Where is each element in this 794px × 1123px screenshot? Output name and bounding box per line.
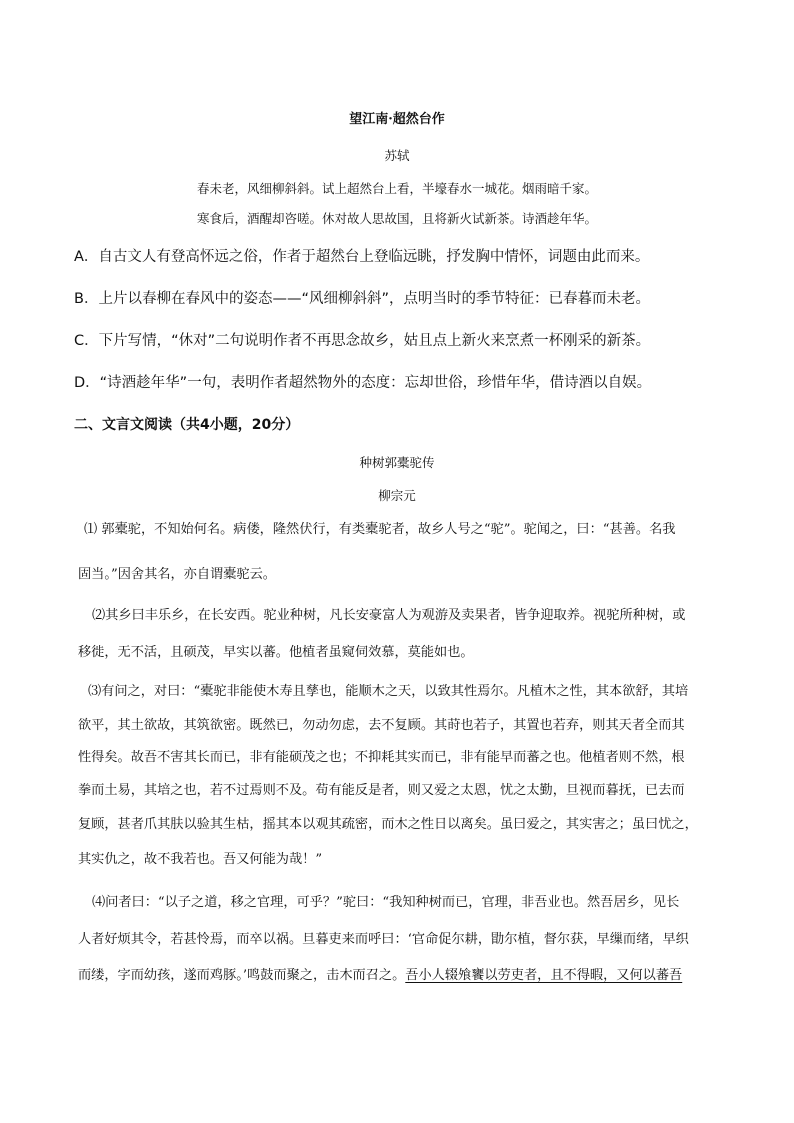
underlined-sentence: 吾小人辍飧饔以劳吏者，且不得暇，又何以蕃吾 [405, 968, 683, 983]
para4-line: ⑷问者曰：“以子之道，移之官理，可乎？”驼曰：“我知种树而已，官理，非吾业也。然吾居乡，见长 [92, 895, 680, 910]
para3-line: 欲平，其土欲故，其筑欲密。既然已，勿动勿虑，去不复顾。其莳也若子，其置也若弃，则其天者全而其 [78, 718, 685, 733]
para1-line: ⑴ 郭橐驼，不知始何名。病偻，隆然伏行，有类橐驼者，故乡人号之“驼”。驼闻之，曰：“甚善。名我 [84, 522, 676, 537]
poem-title: 望江南·超然台作 [349, 112, 445, 127]
para3-line: 拳而土易，其培之也，若不过焉则不及。苟有能反是者，则又爱之太恩，忧之太勤，旦视而暮抚，已去而 [78, 783, 685, 798]
para4-line [78, 964, 730, 983]
essay-author: 柳宗元 [378, 488, 416, 503]
option-c: C．下片写情，“休对”二句说明作者不再思念故乡，姑且点上新火来烹煮一杯刚采的新茶。 [74, 333, 651, 349]
para3-line: 复顾，甚者爪其肤以验其生枯，摇其本以观其疏密，而木之性日以离矣。虽曰爱之，其实害之；虽曰忧之， [78, 817, 698, 832]
para2-line: 移徙，无不活，且硕茂，早实以蕃。他植者虽窥伺效慕，莫能如也。 [78, 645, 474, 660]
para1-line: 固当。”因舍其名，亦自谓橐驼云。 [78, 567, 276, 582]
option-a: A．自古文人有登高怀远之俗，作者于超然台上登临远眺，抒发胸中情怀，词题由此而来。 [74, 249, 650, 265]
para2-line: ⑵其乡曰丰乐乡，在长安西。驼业种树，凡长安豪富人为观游及卖果者，皆争迎取养。视驼所种树，或 [92, 608, 686, 623]
para3-line: ⑶有问之，对曰：“橐驼非能使木寿且孳也，能顺木之天，以致其性焉尔。凡植木之性，其本欲舒，其培 [88, 684, 689, 699]
option-b: B．上片以春柳在春风中的姿态——“风细柳斜斜”，点明当时的季节特征：已春暮而未老。 [74, 291, 650, 307]
poem-line-2: 寒食后，酒醒却咨嗟。休对故人思故国，且将新火试新茶。诗酒趁年华。 [196, 211, 597, 226]
essay-title: 种树郭橐驼传 [359, 455, 435, 470]
poem-line-1: 春未老，风细柳斜斜。试上超然台上看，半壕春水一城花。烟雨暗千家。 [196, 181, 597, 196]
para3-line: 其实仇之，故不我若也。吾又何能为哉！” [78, 852, 323, 867]
para4-line: 人者好烦其令，若甚怜焉，而卒以祸。旦暮吏来而呼曰：‘官命促尔耕，勖尔植，督尔获，早缫而绪，早织 [78, 932, 689, 947]
poem-author: 苏轼 [384, 148, 410, 163]
option-d: D．“诗酒趁年华”一句，表明作者超然物外的态度：忘却世俗，珍惜年华，借诗酒以自娱。 [74, 375, 652, 391]
para3-line: 性得矣。故吾不害其长而已，非有能硕茂之也；不抑耗其实而已，非有能早而蕃之也。他植者则不然，根 [78, 750, 685, 765]
section-heading: 二、文言文阅读（共4小题，20分） [74, 417, 300, 433]
para4-line-text: 而缕，字而幼孩，遂而鸡豚。’鸣鼓而聚之，击木而召之。 [78, 968, 406, 983]
